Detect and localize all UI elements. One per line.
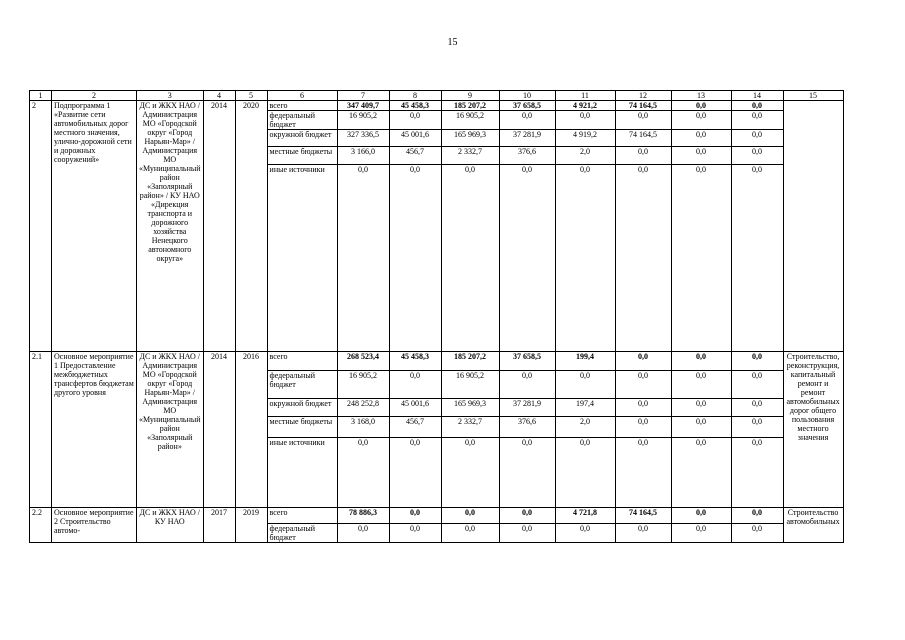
program-name: Основное мероприятие 1 Предоставление межбюджетных трансфертов бюджетам другого уровня [52,352,137,508]
value-cell: 37 658,5 [499,101,555,111]
end-year: 2016 [235,352,267,508]
value-cell: 0,0 [671,101,731,111]
value-cell: 74 164,5 [615,101,671,111]
value-cell: 0,0 [731,165,783,352]
value-cell: 0,0 [615,417,671,438]
expected-result: Строительство автомобильных [783,508,843,543]
value-cell: 0,0 [731,130,783,147]
start-year: 2014 [203,101,235,352]
column-header: 14 [731,91,783,101]
value-cell: 37 281,9 [499,399,555,417]
value-cell: 0,0 [441,508,499,524]
value-cell: 0,0 [671,438,731,508]
value-cell: 0,0 [731,111,783,130]
funding-source: местные бюджеты [267,417,337,438]
value-cell: 16 905,2 [337,111,389,130]
value-cell: 0,0 [555,165,615,352]
value-cell: 0,0 [671,165,731,352]
value-cell: 0,0 [499,111,555,130]
column-header: 1 [30,91,52,101]
value-cell: 0,0 [555,438,615,508]
value-cell: 0,0 [615,147,671,165]
value-cell: 0,0 [615,371,671,399]
value-cell: 4 721,8 [555,508,615,524]
value-cell: 0,0 [499,438,555,508]
value-cell: 0,0 [731,417,783,438]
value-cell: 16 905,2 [337,371,389,399]
value-cell: 2 332,7 [441,147,499,165]
value-cell: 0,0 [671,399,731,417]
value-cell: 37 281,9 [499,130,555,147]
value-cell: 0,0 [389,371,441,399]
value-cell: 0,0 [731,438,783,508]
column-header: 15 [783,91,843,101]
column-header: 9 [441,91,499,101]
end-year: 2020 [235,101,267,352]
value-cell: 327 336,5 [337,130,389,147]
value-cell: 74 164,5 [615,130,671,147]
value-cell: 0,0 [441,165,499,352]
executor: ДС и ЖКХ НАО / Администрация МО «Городской округ «Город Нарьян-Мар» / Администрация МО «Муниципальный район «Заполярный район» [137,352,204,508]
value-cell: 0,0 [731,524,783,543]
value-cell: 45 001,6 [389,130,441,147]
executor: ДС и ЖКХ НАО / Администрация МО «Городской округ «Город Нарьян-Мар» / Администрация МО «Муниципальный район «Заполярный район» / КУ НАО «Дирекция транспорта и дорожного хозяйства Ненецкого автономного округа» [137,101,204,352]
program-name: Основное мероприятие 2 Строительство автомо- [52,508,137,543]
value-cell: 0,0 [615,165,671,352]
funding-source: иные источники [267,438,337,508]
value-cell: 0,0 [731,399,783,417]
table-row [30,101,844,111]
value-cell: 0,0 [389,438,441,508]
value-cell: 0,0 [337,438,389,508]
value-cell: 0,0 [671,524,731,543]
value-cell: 0,0 [671,417,731,438]
value-cell: 0,0 [337,165,389,352]
value-cell: 248 252,8 [337,399,389,417]
value-cell: 199,4 [555,352,615,371]
column-header: 10 [499,91,555,101]
value-cell: 0,0 [389,524,441,543]
value-cell: 0,0 [671,508,731,524]
value-cell: 0,0 [731,352,783,371]
value-cell: 0,0 [615,438,671,508]
page-number: 15 [447,37,458,48]
column-header: 8 [389,91,441,101]
value-cell: 45 458,3 [389,101,441,111]
value-cell: 0,0 [671,130,731,147]
value-cell: 37 658,5 [499,352,555,371]
funding-source: окружной бюджет [267,399,337,417]
value-cell: 0,0 [671,147,731,165]
value-cell: 185 207,2 [441,101,499,111]
value-cell: 376,6 [499,147,555,165]
value-cell: 3 168,0 [337,417,389,438]
column-header: 11 [555,91,615,101]
program-table [29,90,844,543]
value-cell: 185 207,2 [441,352,499,371]
funding-source: всего [267,101,337,111]
funding-source: федеральный бюджет [267,371,337,399]
funding-source: местные бюджеты [267,147,337,165]
value-cell: 74 164,5 [615,508,671,524]
executor: ДС и ЖКХ НАО / КУ НАО [137,508,204,543]
value-cell: 0,0 [499,371,555,399]
column-header: 7 [337,91,389,101]
value-cell: 45 001,6 [389,399,441,417]
value-cell: 268 523,4 [337,352,389,371]
header-row [30,91,844,101]
value-cell: 2,0 [555,147,615,165]
value-cell: 3 166,0 [337,147,389,165]
value-cell: 197,4 [555,399,615,417]
start-year: 2017 [203,508,235,543]
program-name: Подпрограмма 1 «Развитие сети автомобильных дорог местного значения, улично-дорожной сети и дорожных сооружений» [52,101,137,352]
value-cell: 0,0 [555,111,615,130]
value-cell: 0,0 [731,147,783,165]
value-cell: 0,0 [615,524,671,543]
value-cell: 0,0 [671,111,731,130]
value-cell: 165 969,3 [441,399,499,417]
value-cell: 0,0 [555,524,615,543]
value-cell: 0,0 [499,524,555,543]
value-cell: 376,6 [499,417,555,438]
value-cell: 0,0 [389,165,441,352]
value-cell: 0,0 [671,371,731,399]
value-cell: 4 921,2 [555,101,615,111]
column-header: 4 [203,91,235,101]
funding-source: федеральный бюджет [267,524,337,543]
table-row [30,508,844,524]
start-year: 2014 [203,352,235,508]
value-cell: 0,0 [731,101,783,111]
column-header: 2 [52,91,137,101]
row-number: 2 [30,101,52,352]
funding-source: федеральный бюджет [267,111,337,130]
value-cell: 0,0 [615,399,671,417]
value-cell: 0,0 [389,508,441,524]
funding-source: всего [267,352,337,371]
value-cell: 2,0 [555,417,615,438]
table-row [30,352,844,371]
funding-source: окружной бюджет [267,130,337,147]
value-cell: 0,0 [337,524,389,543]
value-cell: 2 332,7 [441,417,499,438]
value-cell: 456,7 [389,417,441,438]
funding-source: иные источники [267,165,337,352]
expected-result: Строительство, реконструкция, капитальный ремонт и ремонт автомобильных дорог общего пользования местного значения [783,352,843,508]
column-header: 3 [137,91,204,101]
column-header: 12 [615,91,671,101]
value-cell: 0,0 [499,508,555,524]
funding-source: всего [267,508,337,524]
value-cell: 0,0 [499,165,555,352]
value-cell: 0,0 [389,111,441,130]
value-cell: 16 905,2 [441,371,499,399]
value-cell: 16 905,2 [441,111,499,130]
value-cell: 0,0 [671,352,731,371]
value-cell: 165 969,3 [441,130,499,147]
value-cell: 4 919,2 [555,130,615,147]
value-cell: 0,0 [441,438,499,508]
row-number: 2.1 [30,352,52,508]
value-cell: 0,0 [615,352,671,371]
column-header: 6 [267,91,337,101]
value-cell: 0,0 [555,371,615,399]
value-cell: 0,0 [731,371,783,399]
value-cell: 456,7 [389,147,441,165]
value-cell: 347 409,7 [337,101,389,111]
value-cell: 45 458,3 [389,352,441,371]
column-header: 5 [235,91,267,101]
value-cell: 0,0 [731,508,783,524]
row-number: 2.2 [30,508,52,543]
expected-result [783,101,843,352]
value-cell: 78 886,3 [337,508,389,524]
column-header: 13 [671,91,731,101]
value-cell: 0,0 [441,524,499,543]
end-year: 2019 [235,508,267,543]
value-cell: 0,0 [615,111,671,130]
